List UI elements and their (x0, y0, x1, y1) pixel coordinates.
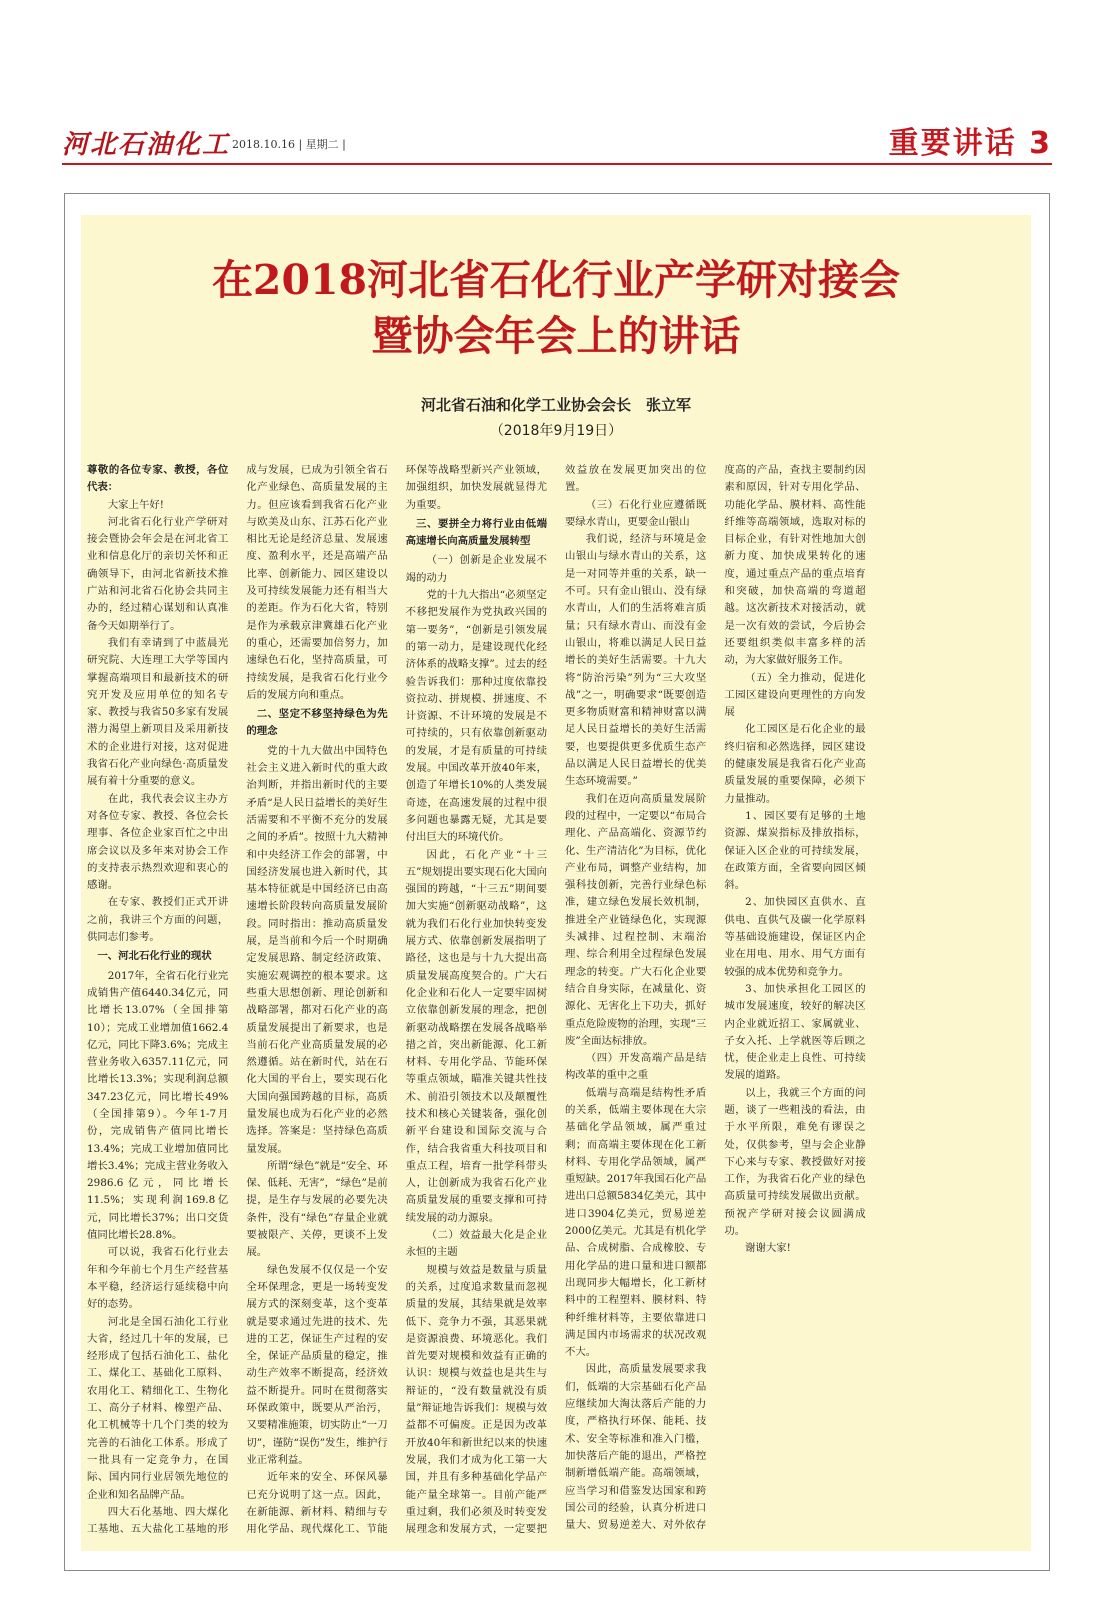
section-heading: 一、河北石化行业的现状 (97, 950, 212, 963)
paragraph: 2、加快园区直供水、直供电、直供气及碳一化学原料等基础设施建设，保证区内企业在用电、用水、用气方面有较强的成本优势和竞争力。 (724, 896, 866, 978)
subheading: （三）石化行业应遵循既要绿水青山，更要金山银山 (564, 498, 707, 528)
paragraph: 河北是全国石油化工行业大省，经过几十年的发展，已经形成了包括石油化工、盐化工、煤化工、基础化工原料、农用化工、精细化工、生物化工、高分子材料、橡塑产品、化工机械等十几个门类的较为完善的石油化工体系。形成了一批具有一定竞争力，在国际、国内同行业居领先地位的企业和知名品牌产品。 (87, 1315, 229, 1501)
byline: 河北省石油和化学工业协会会长 张立军 (420, 396, 691, 414)
section-title: 重要讲话 3 (888, 126, 1052, 161)
title-line-1: 在2018河北省石化行业产学研对接会 (211, 256, 901, 304)
article-body (87, 462, 1025, 1547)
closing-thanks: 谢谢大家! (745, 1242, 791, 1255)
paragraph: 河北省石化行业产学研对接会暨协会年会是在河北省工业和信息化厅的亲切关怀和正确领导下，由河北省新技术推广站和河北省石化协会共同主办的，经过精心谋划和认真准备今天如期举行了。 (87, 515, 229, 632)
title-line-2: 暨协会年会上的讲话 (371, 312, 741, 360)
paragraph: 所谓“绿色”就是“安全、环保、低耗、无害”，“绿色”是前提，是生存与发展的必要先决条件，没有“绿色”存量企业就要被限产、关停，更谈不上发展。 (246, 1159, 388, 1259)
paragraph: 以上，我就三个方面的问题，谈了一些粗浅的看法，由于水平所限，难免有谬误之处，仅供参考，望与会企业静下心来与专家、教授做好对接工作，为我省石化产业的绿色高质量可持续发展做出贡献。预祝产学研对接会议圆满成功。 (724, 1086, 866, 1238)
speech-date: （2018年9月19日） (489, 423, 623, 439)
greeting: 大家上午好! (107, 498, 164, 511)
paragraph: 化工园区是石化企业的最终归宿和必然选择，园区建设的健康发展是我省石化产业高质量发展的重要保障，必须下力量推动。 (724, 723, 866, 805)
paragraph: 在此，我代表会议主办方对各位专家、教授、各位会长理事、各位企业家百忙之中出席会议以及多年来对协会工作的支持表示热烈欢迎和衷心的感谢。 (87, 792, 229, 892)
subheading: （一）创新是企业发展不竭的动力 (405, 554, 547, 584)
section-heading: 三、要拼全力将行业由低端高速增长向高质量发展转型 (405, 517, 547, 548)
article-title (81, 252, 1031, 364)
paragraph: 绿色发展不仅仅是一个安全环保理念，更是一场转变发展方式的深刻变革，这个变革就是要求通过先进的技术、先进的工艺，保证生产过程的安全，保证产品质量的稳定，推动生产效率不断提高，经济效益不断提升。同时在贯彻落实环保政策中，既要从严治污，又要精准施策，切实防止“一刀切”，谨防“误伤”发生，维护行业正常利益。 (246, 1263, 388, 1466)
paragraph: 因此，石化产业“十三五”规划提出要实现石化大国向强国的跨越，“十三五”期间要加大实施“创新驱动战略”，这就为我们石化行业加快转变发展方式、依靠创新发展指明了路径，这也是与十九大提出高质量发展高度契合的。广大石化企业和石化人一定要牢固树立依靠创新发展的理念，把创新驱动战略摆在发展各战略举措之首，突出新能源、化工新材料、专用化学品、节能环保等重点领域，瞄准关键共性技术、前沿引领技术以及颠覆性技术和核心关键装备，强化创新平台建设和国际交流与合作，结合我省重大科技项目和重点工程，培育一批学科带头人，让创新成为我省石化产业高质量发展的重要支撑和可持续发展的动力源泉。 (405, 848, 547, 1224)
paragraph: 我们说，经济与环境是金山银山与绿水青山的关系，这是一对同等并重的关系，缺一不可。只有金山银山、没有绿水青山，人们的生活将难言质量；只有绿水青山、而没有金山银山，将难以满足人民日益增长的美好生活需要。十九大将“防治污染”列为“三大攻坚战”之一，明确要求“既要创造更多物质财富和精神财富以满足人民日益增长的美好生活需要，也要提供更多优质生态产品以满足人民日益增长的优美生态环境需要。” (564, 533, 707, 788)
masthead-rule (62, 163, 1052, 165)
paragraph: 我们在迈向高质量发展阶段的过程中，一定要以“布局合理化、产品高端化、资源节约化、生产清洁化”为目标，优化产业布局，调整产业结构，加强科技创新，完善行业绿色标准，建立绿色发展长效机制，推进全产业链绿色化，实现源头减排、过程控制、末端治理、综合利用全过程绿色发展理念的转变。广大石化企业要结合自身实际，在减量化、资源化、无害化上下功夫，抓好重点危险废物的治理，实现“三废”全面达标排放。 (564, 792, 707, 1047)
subheading: （四）开发高端产品是结构改革的重中之重 (564, 1052, 707, 1082)
paragraph: 近年来的安全、环保风暴已充分说明了这一点。因此，在新能源、新材料、精细与专用化学品、现代煤化工、节能环保等战略型新兴产业领域，加强组织，加快发展就显得尤为重要。 (246, 464, 547, 1536)
paragraph: 党的十九大指出“必须坚定不移把发展作为党执政兴国的第一要务”，“创新是引领发展的第一动力，是建设现代化经济体系的战略支撑”。过去的经验告诉我们：那种过度依靠投资拉动、拼规模、拼速度、不计资源、不计环境的发展是不可持续的，只有依靠创新驱动的发展，才是有质量的可持续发展。中国改革开放40年来，创造了年增长10%的人类发展奇迹，在高速发展的过程中很多问题也暴露无疑，尤其是要付出巨大的环境代价。 (405, 589, 547, 844)
section-heading: 二、坚定不移坚持绿色为先的理念 (246, 708, 388, 738)
subheading: （二）效益最大化是企业永恒的主题 (405, 1229, 547, 1259)
paragraph: 2017年，全省石化行业完成销售产值6440.34亿元，同比增长13.07%（全国排第10）；完成工业增加值1662.4亿元，同比下降3.6%；完成主营业务收入6357.11亿元，同比增长13.3%；实现利润总额347.23亿元，同比增长49%（全国排第9）。今年1-7月份，完成销售产值同比增长13.4%；完成工业增加值同比增长3.4%；完成主营业务收入2986.6亿元，同比增长11.5%；实现利润169.8亿元，同比增长37%；出口交货值同比增长28.8%。 (87, 969, 229, 1242)
issue-date: 2018.10.16 | 星期二 | (232, 138, 346, 151)
paragraph: 低端与高端是结构性矛盾的关系，低端主要体现在大宗基础化学品领域，属严重过剩；而高端主要体现在化工新材料、专用化学品领域，属严重短缺。2017年我国石化产品进出口总额5834亿美元，其中进口3904亿美元，贸易逆差2000亿美元。尤其是有机化学品、合成树脂、合成橡胶、专用化学品的进口量和进口额都出现同步大幅增长，化工新材料中的工程塑料、膜材料、特种纤维材料等，主要依靠进口满足国内市场需求的状况改观不大。 (564, 1086, 707, 1359)
paragraph: 规模与效益是数量与质量的关系，过度追求数量而忽视质量的发展，其结果就是效率低下、竞争力不强，其恶果就是资源浪费、环境恶化。我们首先要对规模和效益有正确的认识：规模与效益也是共生与辩证的，“没有数量就没有质量”辩证地告诉我们：规模与效益都不可偏废。正是因为改革开放40年和新世纪以来的快速发展，我们才成为化工第一大国，并且有多种基础化学品产能产量全球第一。目前产能严重过剩，我们必须及时转变发展理念和发展方式，一定要把效益放在发展更加突出的位置。 (405, 464, 707, 1536)
salutation: 尊敬的各位专家、教授，各位代表： (87, 464, 229, 494)
subheading: （五）全力推动，促进化工园区建设向更理性的方向发展 (724, 671, 866, 719)
paragraph: 因此，高质量发展要求我们，低端的大宗基础石化产品应继续加大淘汰落后产能的力度，严格执行环保、能耗、技术、安全等标准和准入门槛，加快落后产能的退出，严格控制新增低端产能。高端领域，应当学习和借鉴发达国家和跨国公司的经验，认真分析进口量大、贸易逆差大、对外依存度高的产品，查找主要制约因素和原因，针对专用化学品、功能化学品、膜材料、高性能纤维等高端领域，选取对标的目标企业，有针对性地加大创新力度、加快成果转化的速度，通过重点产品的重点培育和突破，加快高端的弯道超越。这次新技术对接活动，就是一次有效的尝试，今后协会还要组织类似丰富多样的活动，为大家做好服务工作。 (564, 464, 866, 1532)
paragraph: 四大石化基地、四大煤化工基地、五大盐化工基地的形成与发展，已成为引领全省石化产业绿色、高质量发展的主力。但应该看到我省石化产业与欧美及山东、江苏石化产业相比无论是经济总量、发展速度、盈利水平，还是高端产品比率、创新能力、园区建设以及可持续发展能力还有相当大的差距。作为石化大省，特别是作为承载京津冀雄石化产业的重心，还需要加倍努力，加速绿色石化，坚持高质量，可持续发展，是我省石化行业今后的发展方向和重点。 (87, 464, 388, 1536)
paragraph: 可以说，我省石化行业去年和今年前七个月生产经营基本平稳，经济运行延续稳中向好的态势。 (87, 1246, 229, 1311)
masthead (62, 118, 1052, 162)
paragraph: 我们有幸请到了中蓝晨光研究院、大连理工大学等国内掌握高端项目和最新技术的研究开发及应用单位的知名专家、教授与我省50多家有发展潜力渴望上新项目及采用新技术的企业进行对接，这对促进我省石化产业向绿色·高质量发展有着十分重要的意义。 (87, 636, 229, 788)
paragraph: 1、园区要有足够的土地资源、煤炭指标及排放指标，保证入区企业的可持续发展，在政策方面，全省要向园区倾斜。 (724, 809, 866, 892)
paragraph: 在专家、教授们正式开讲之前，我讲三个方面的问题，供同志们参考。 (87, 896, 229, 944)
paragraph: 党的十九大做出中国特色社会主义进入新时代的重大政治判断，并指出新时代的主要矛盾“是人民日益增长的美好生活需要和不平衡不充分的发展之间的矛盾”。按照十九大精神和中央经济工作会的部署，中国经济发展也进入新时代，其基本特征就是中国经济已由高速增长阶段转向高质量发展阶段。同时指出：推动高质量发展，是当前和今后一个时期确定发展思路、制定经济政策、实施宏观调控的根本要求。这些重大思想创新、理论创新和战略部署，都对石化产业的高质量发展提出了新要求，也是当前石化产业高质量发展的必然遵循。站在新时代，站在石化大国的平台上，要实现石化大国向强国跨越的目标，高质量发展也成为石化产业的必然选择。答案是：坚持绿色高质量发展。 (246, 744, 388, 1155)
newspaper-logo: 河北石油化工 (62, 130, 231, 160)
paragraph: 3、加快承担化工园区的城市发展速度，较好的解决区内企业就近招工、家属就业、子女入托、上学就医等后顾之忧，使企业走上良性、可持续发展的道路。 (724, 982, 866, 1082)
